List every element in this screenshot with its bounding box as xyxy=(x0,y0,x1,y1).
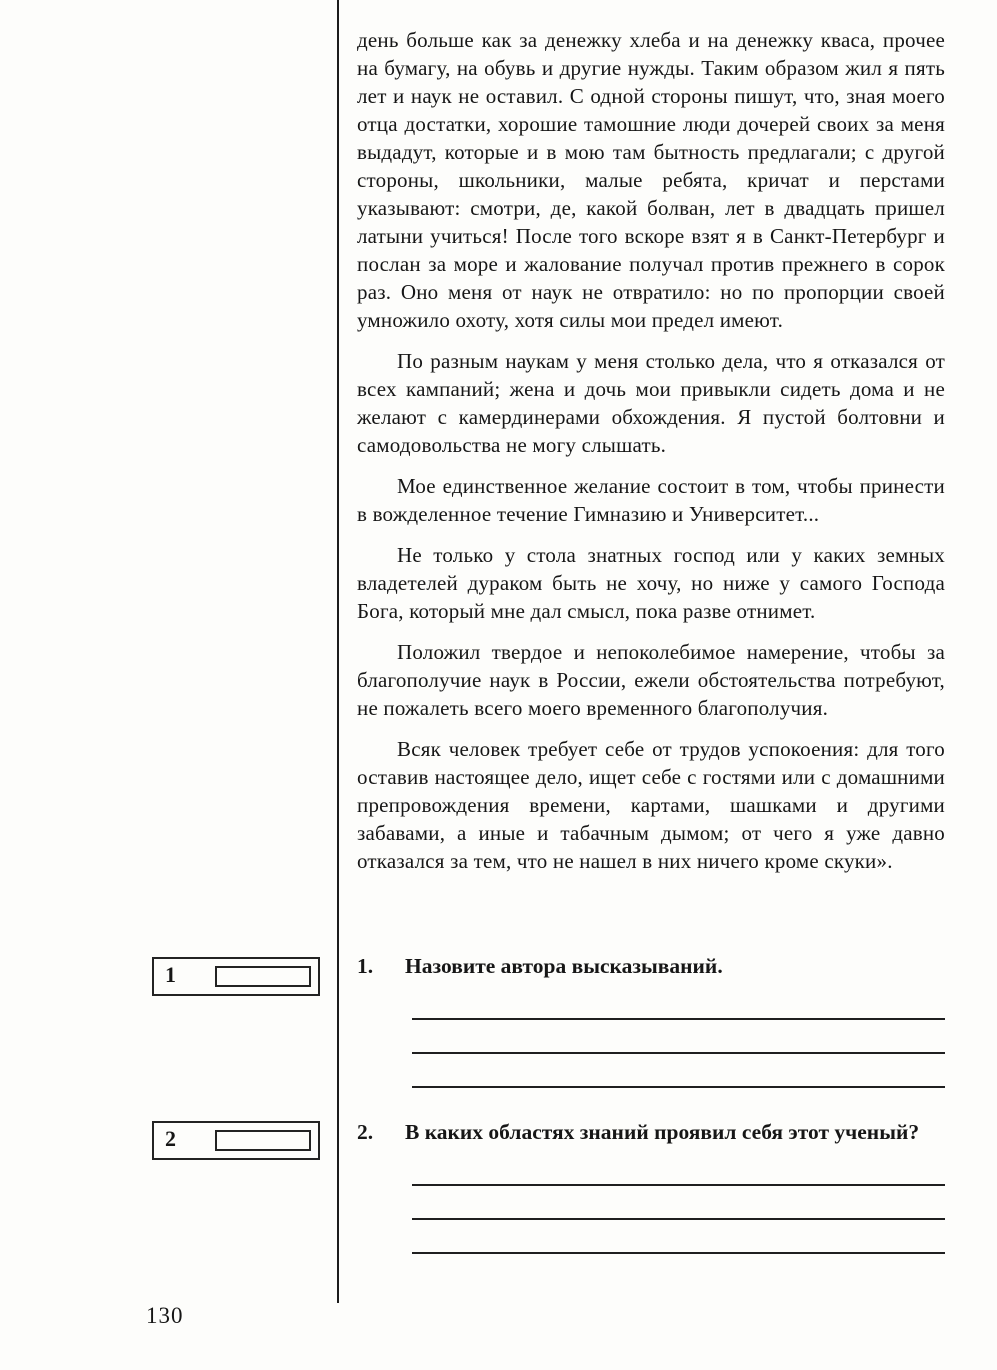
margin-box-blank-field[interactable] xyxy=(215,1130,311,1151)
quote-paragraph: Всяк человек требует себе от трудов успокоения: для того оставив настоящее дело, ищет себе с гостями или с домашними препровождения времени, картами, шашками и другими забавами, а иные и табачным дымом; от чего я уже давно отказался за тем, что не нашел в них ничего кроме скуки». xyxy=(357,737,945,873)
quote-text-block xyxy=(357,26,945,888)
margin-task-box-2 xyxy=(152,1121,320,1160)
question-item-1 xyxy=(357,952,945,1088)
answer-line[interactable] xyxy=(412,1052,945,1054)
question-number: 1. xyxy=(357,954,374,978)
answer-line[interactable] xyxy=(412,1086,945,1088)
quote-paragraph: Положил твердое и непоколебимое намерение, чтобы за благополучие наук в России, ежели обстоятельства потребуют, не пожалеть всего моего временного благополучия. xyxy=(357,640,945,720)
answer-line[interactable] xyxy=(412,1184,945,1186)
question-text: В каких областях знаний проявил себя этот ученый? xyxy=(405,1120,920,1144)
quote-paragraph: день больше как за денежку хлеба и на денежку кваса, прочее на бумагу, на обувь и другие нужды. Таким образом жил я пять лет и наук не оставил. С одной стороны пишут, что, зная моего отца достатки, хорошие тамошние люди дочерей своих за меня выдадут, которые и в мою там бытность предлагали; с другой стороны, школьники, малые ребята, кричат и перстами указывают: смотри, де, какой болван, лет в двадцать пришел латыни учиться! После того вскоре взят я в Санкт-Петербург и послан за море и жалование получал против прежнего в сорок раз. Оно меня от наук не отвратило: но по пропорции своей умножило охоту, хотя силы мои предел имеют. xyxy=(357,28,945,332)
question-text: Назовите автора высказываний. xyxy=(405,954,723,978)
question-number: 2. xyxy=(357,1120,374,1144)
answer-line[interactable] xyxy=(412,1252,945,1254)
column-divider-line xyxy=(337,0,339,1303)
quote-paragraph: Не только у стола знатных господ или у каких земных владетелей дураком быть не хочу, но ниже у самого Господа Бога, который мне дал смысл, пока разве отнимет. xyxy=(357,543,945,623)
answer-lines-group xyxy=(412,1184,945,1254)
margin-box-blank-field[interactable] xyxy=(215,966,311,987)
answer-line[interactable] xyxy=(412,1018,945,1020)
margin-box-number: 1 xyxy=(165,962,176,987)
page-number: 130 xyxy=(146,1303,184,1328)
answer-lines-group xyxy=(412,1018,945,1088)
answer-line[interactable] xyxy=(412,1218,945,1220)
question-item-2 xyxy=(357,1118,945,1254)
quote-paragraph: Мое единственное желание состоит в том, чтобы принести в вожделенное течение Гимназию и Университет... xyxy=(357,474,945,526)
quote-paragraph: По разным наукам у меня столько дела, что я отказался от всех кампаний; жена и дочь мои привыкли сидеть дома и не желают с камердинерами обхождения. Я пустой болтовни и самодовольства не могу слышать. xyxy=(357,349,945,457)
margin-box-number: 2 xyxy=(165,1126,176,1151)
margin-task-box-1 xyxy=(152,957,320,996)
